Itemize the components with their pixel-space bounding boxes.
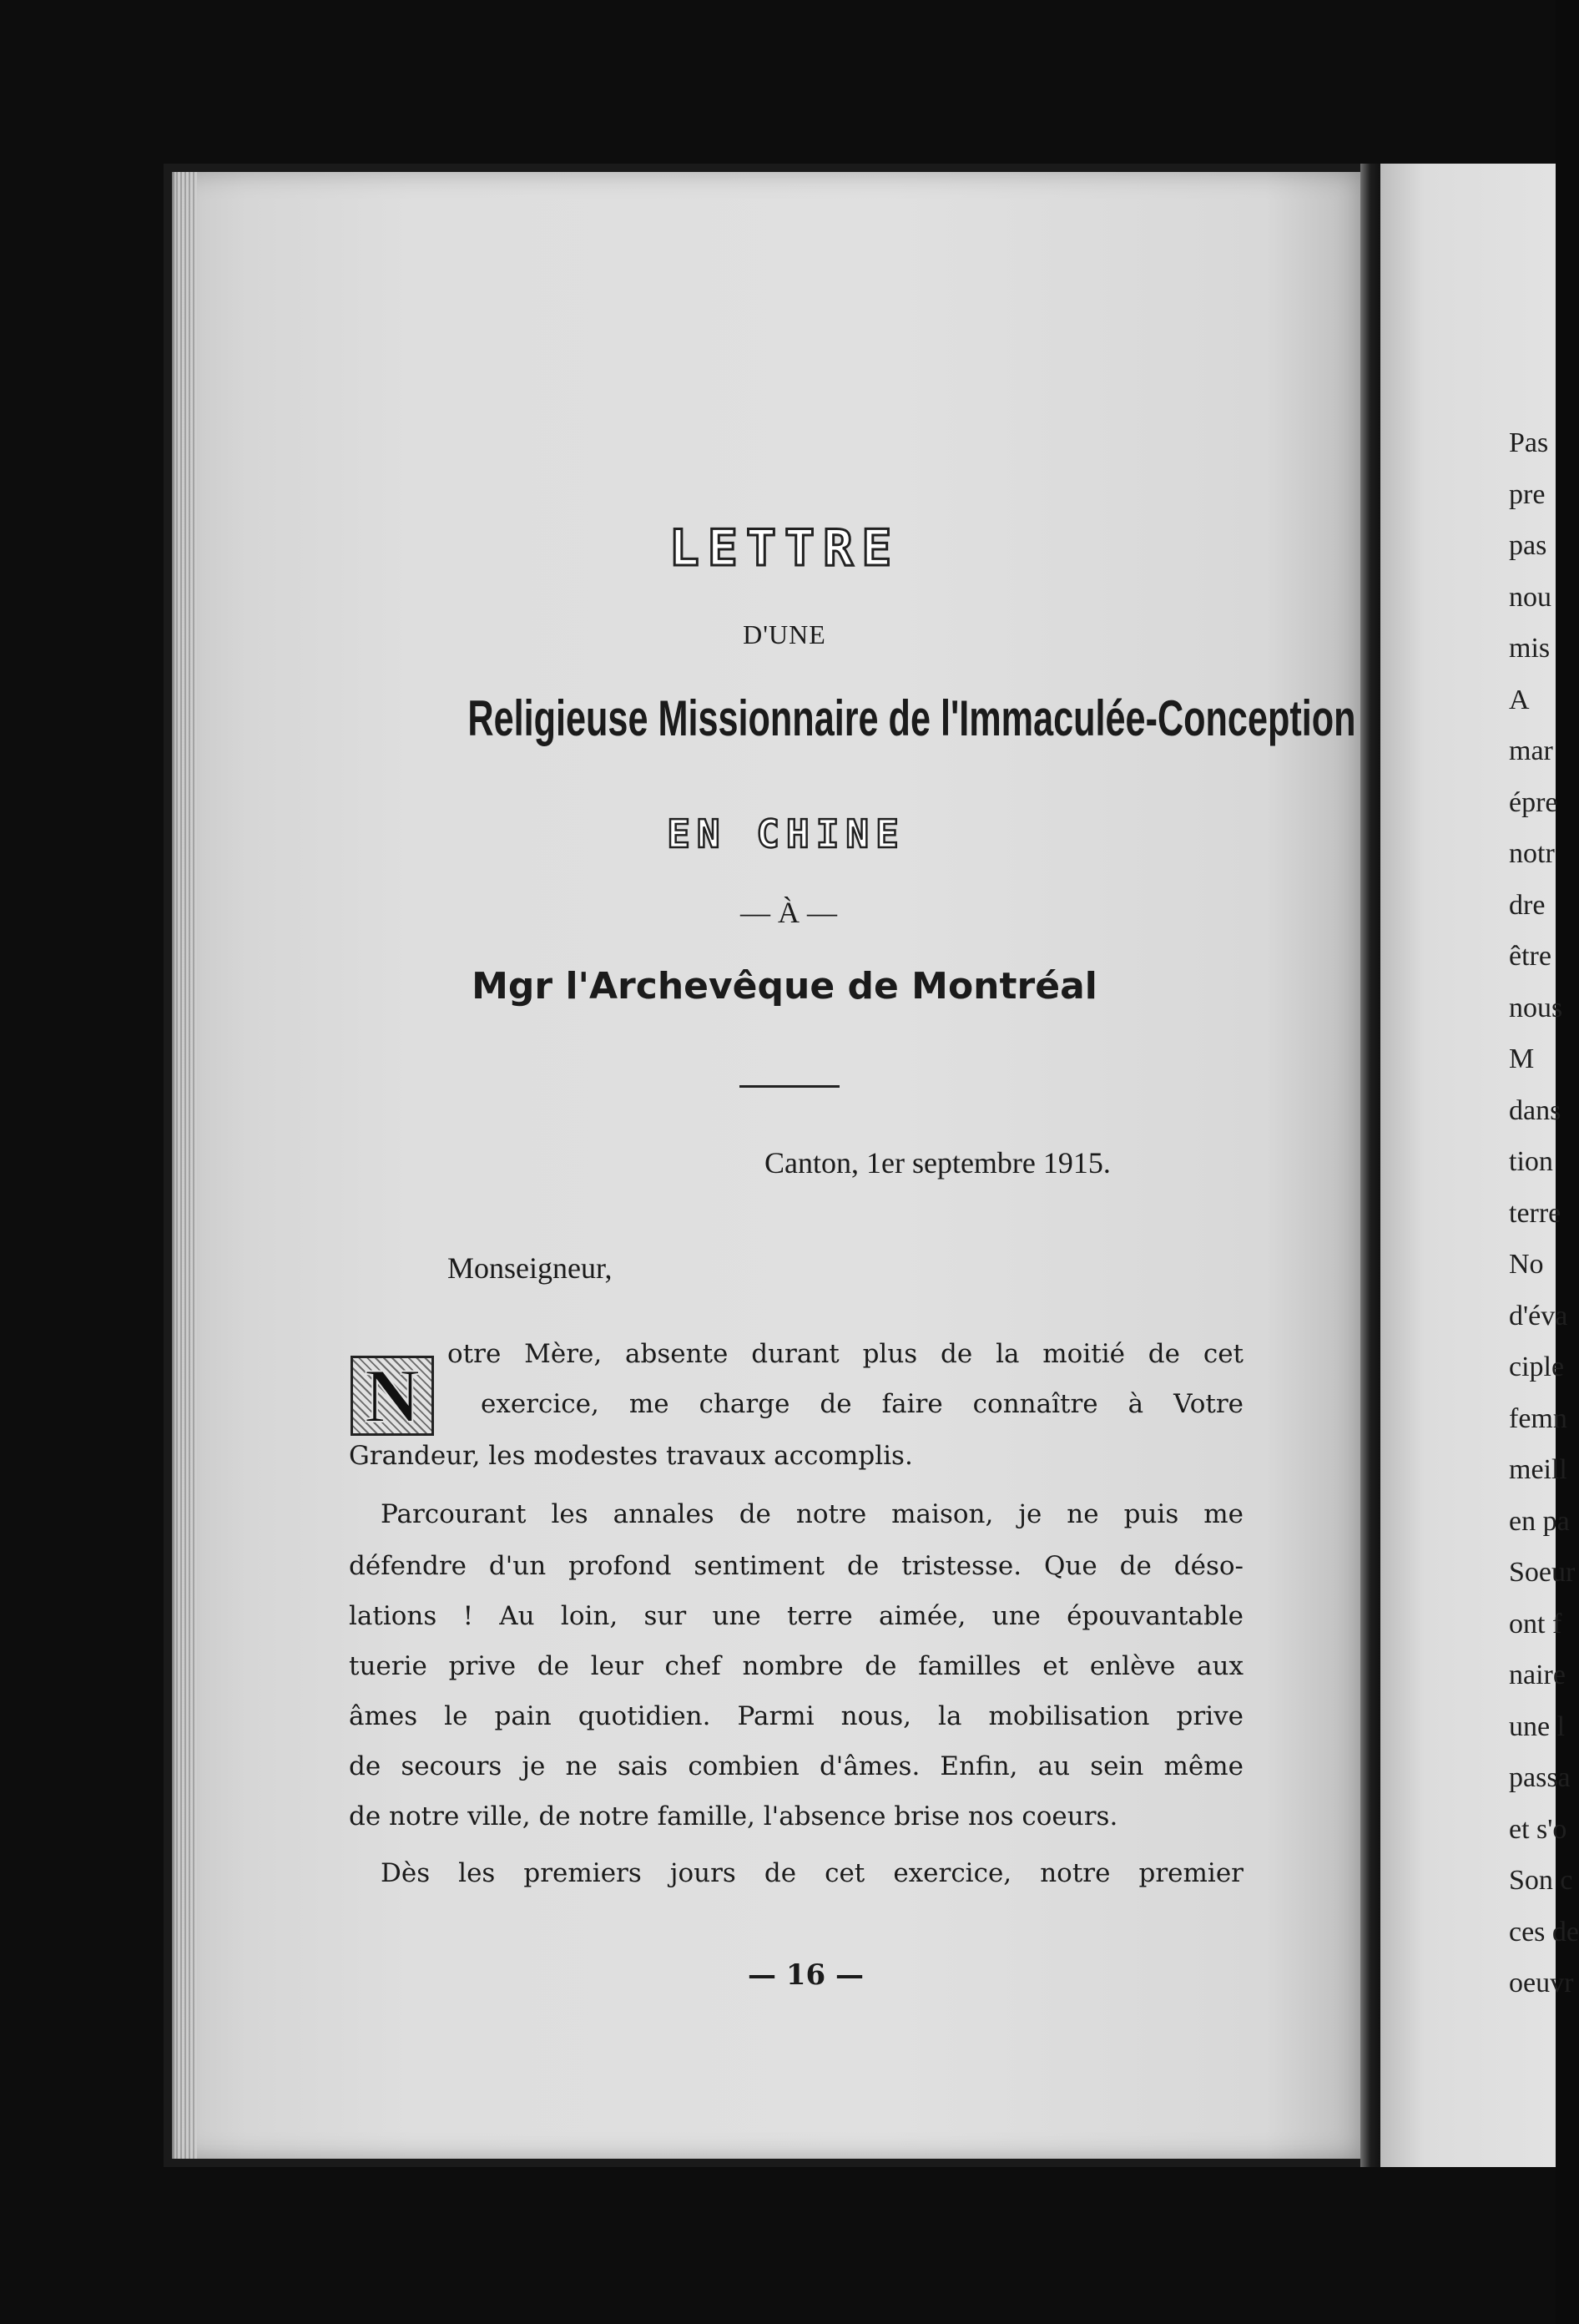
recipient-heading: Mgr l'Archevêque de Montréal xyxy=(472,965,1097,1008)
right-page-fragment: Soeur xyxy=(1509,1557,1576,1588)
salutation: Monseigneur, xyxy=(447,1251,613,1285)
paragraph2-line-3: lations ! Au loin, sur une terre aimée, une épouvantable xyxy=(349,1601,1244,1631)
right-page-fragment: mar xyxy=(1509,735,1553,766)
paragraph2-line-2: défendre d'un profond sentiment de tristesse. Que de déso- xyxy=(349,1551,1244,1581)
right-page-fragment: meill xyxy=(1509,1454,1567,1485)
paragraph2-line-6: de secours je ne sais combien d'âmes. Enfin, au sein même xyxy=(349,1751,1244,1781)
right-page-fragment: terre xyxy=(1509,1197,1561,1229)
paragraph1-line-3: Grandeur, les modestes travaux accomplis. xyxy=(349,1441,913,1471)
paragraph1-line-1: otre Mère, absente durant plus de la moitié de cet xyxy=(447,1339,1244,1369)
dateline: Canton, 1er septembre 1915. xyxy=(764,1146,1111,1180)
right-page-fragment: A xyxy=(1509,684,1530,715)
right-page-fragment: d'éva xyxy=(1509,1300,1568,1331)
right-page-text xyxy=(1509,417,1579,2009)
right-page-fragment: tion xyxy=(1509,1146,1553,1177)
location-heading: EN CHINE xyxy=(667,811,906,856)
right-page-fragment: nou xyxy=(1509,581,1551,613)
right-page-fragment: No xyxy=(1509,1249,1544,1280)
paragraph2-line-5: âmes le pain quotidien. Parmi nous, la mobilisation prive xyxy=(349,1701,1244,1731)
right-page-fragment: pas xyxy=(1509,530,1547,561)
right-page-fragment: oeuvr xyxy=(1509,1968,1574,1998)
right-page-fragment: ont f xyxy=(1509,1608,1562,1639)
right-page-fragment: épre xyxy=(1509,786,1558,818)
right-page-fragment: Son c xyxy=(1509,1865,1573,1896)
heading-lettre: LETTRE xyxy=(668,519,900,578)
right-page-fragment: M xyxy=(1509,1043,1535,1074)
right-page-fragment: notr xyxy=(1509,838,1555,869)
right-page-fragment: passa xyxy=(1509,1762,1571,1793)
right-page-fragment: femn xyxy=(1509,1402,1567,1434)
paragraph2-line-7: de notre ville, de notre famille, l'absence brise nos coeurs. xyxy=(349,1801,1118,1831)
paragraph3-line-1: Dès les premiers jours de cet exercice, notre premier xyxy=(381,1858,1244,1888)
right-page-fragment: ciple xyxy=(1509,1351,1565,1382)
subheading-dune: D'UNE xyxy=(743,619,826,649)
paragraph2-line-1: Parcourant les annales de notre maison, je ne puis me xyxy=(381,1499,1244,1529)
right-page-fragment: et s'o xyxy=(1509,1813,1567,1845)
a-dash-separator: — À — xyxy=(740,896,837,929)
right-page-fragment: ces de xyxy=(1509,1916,1579,1948)
page-number: — 16 — xyxy=(748,1958,864,1992)
paragraph2-line-4: tuerie prive de leur chef nombre de familles et enlève aux xyxy=(349,1651,1244,1681)
right-page-fragment: dans xyxy=(1509,1094,1561,1126)
right-page-fragment: mis xyxy=(1509,633,1551,664)
right-page-fragment: dre xyxy=(1509,889,1546,921)
horizontal-rule xyxy=(739,1085,840,1088)
dropcap-n: N xyxy=(351,1356,434,1436)
right-page-fragment: une l xyxy=(1509,1710,1566,1742)
right-page-fragment: naire xyxy=(1509,1660,1566,1690)
letter-title: Religieuse Missionnaire de l'Immaculée-Conception xyxy=(467,690,1356,746)
right-page-fragment: pre xyxy=(1509,478,1546,510)
right-page-fragment: en pa xyxy=(1509,1505,1570,1537)
right-page-fragment: Pas xyxy=(1509,427,1549,458)
left-page-edge xyxy=(172,172,197,2159)
paragraph1-line-2: exercice, me charge de faire connaître à Votre xyxy=(481,1389,1244,1419)
book-gutter xyxy=(1360,164,1380,2167)
right-page-fragment: être xyxy=(1509,941,1551,972)
right-page-fragment: nous xyxy=(1509,992,1563,1023)
